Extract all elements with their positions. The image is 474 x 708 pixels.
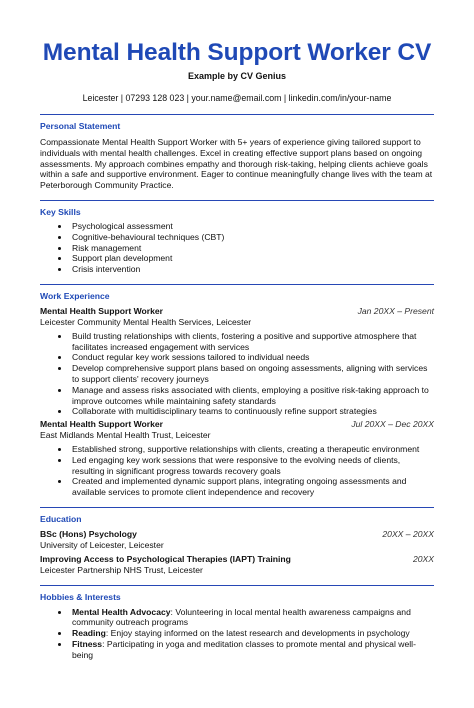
education-date: 20XX – 20XX [382,528,434,539]
subtitle: Example by CV Genius [187,71,287,81]
list-item: • Build trusting relationships with clients, fostering a positive and supportive atmosphere that facilitates increased engagement with services [70,331,434,353]
list-item [70,639,434,661]
list-item: • Crisis intervention [70,264,434,275]
list-item: • Support plan development [70,253,434,264]
job-bullets [40,444,434,498]
education-title: Improving Access to Psychological Therapies (IAPT) Training [40,553,291,564]
list-item: • Conduct regular key work sessions tailored to individual needs [70,352,434,363]
hobby-label: Mental Health Advocacy [72,606,171,617]
section-divider [40,284,434,285]
job-date: Jan 20XX – Present [357,305,434,316]
hobbies-heading: Hobbies & Interests [40,591,121,602]
education-heading: Education [40,513,82,524]
key-skills-heading: Key Skills [40,206,81,217]
list-item: • Created and implemented dynamic support plans, integrating ongoing assessments and available services to promote client independence and recovery [70,476,434,498]
education-header [40,554,434,565]
list-item: • Established strong, supportive relationships with clients, creating a therapeutic environment [70,444,434,455]
job-bullets [40,331,434,417]
hobby-label: Fitness [72,638,103,649]
page-title: Mental Health Support Worker CV [42,39,432,66]
hobby-label: Reading [72,628,106,639]
work-experience-heading: Work Experience [40,290,110,301]
cv-page [0,38,474,708]
job-title: Mental Health Support Worker [40,419,164,430]
hobby-text: : Enjoy staying informed on the latest research and developments in psychology [105,628,410,639]
job-header [40,306,434,317]
list-item [70,607,434,629]
education-header [40,529,434,540]
personal-statement-heading: Personal Statement [40,121,121,131]
personal-statement-text: Compassionate Mental Health Support Worker with 5+ years of experience giving tailored support to individuals with mental health challenges. Excel in creating effective support plans based on ongoing assessments. My approach combines empathy and thorough risk-taking, helping clients achieve goals within a safe and supportive environment. Eager to continue meaningfully change lives with the team at Peterborough Community Practice. [40,137,433,191]
section-divider [40,114,434,115]
section-divider [40,507,434,508]
key-skills-list [40,221,434,275]
job-date: Jul 20XX – Dec 20XX [351,419,434,430]
job-employer: Leicester Community Mental Health Services, Leicester [40,316,252,327]
job-title: Mental Health Support Worker [40,305,164,316]
education-institution: Leicester Partnership NHS Trust, Leicester [40,564,203,575]
list-item: • Collaborate with multidisciplinary teams to continuously refine support strategies [70,406,434,417]
hobbies-list [40,607,434,661]
list-item: • Develop comprehensive support plans based on ongoing assessments, aligning with services to support clients' recovery journeys [70,363,434,385]
list-item: • Risk management [70,243,434,254]
list-item [70,628,434,639]
section-divider [40,585,434,586]
contact-line: Leicester | 07293 128 023 | your.name@email.com | linkedin.com/in/your-name [82,93,392,103]
job-header [40,419,434,430]
hobby-text: : Volunteering in local mental health awareness campaigns and community outreach programs [72,606,411,628]
education-institution: University of Leicester, Leicester [40,539,164,550]
education-title: BSc (Hons) Psychology [40,528,137,539]
section-divider [40,200,434,201]
education-date: 20XX [412,553,434,564]
list-item: • Manage and assess risks associated with clients, employing a positive risk-taking approach to improve outcomes while maintaining safety standards [70,385,434,407]
job-employer: East Midlands Mental Health Trust, Leicester [40,430,211,441]
hobby-text: : Participating in yoga and meditation classes to promote mental and physical well-being [72,638,416,660]
list-item: • Psychological assessment [70,221,434,232]
list-item: • Led engaging key work sessions that were responsive to the evolving needs of clients, resulting in significant progress towards recovery goals [70,455,434,477]
list-item: • Cognitive-behavioural techniques (CBT) [70,232,434,243]
